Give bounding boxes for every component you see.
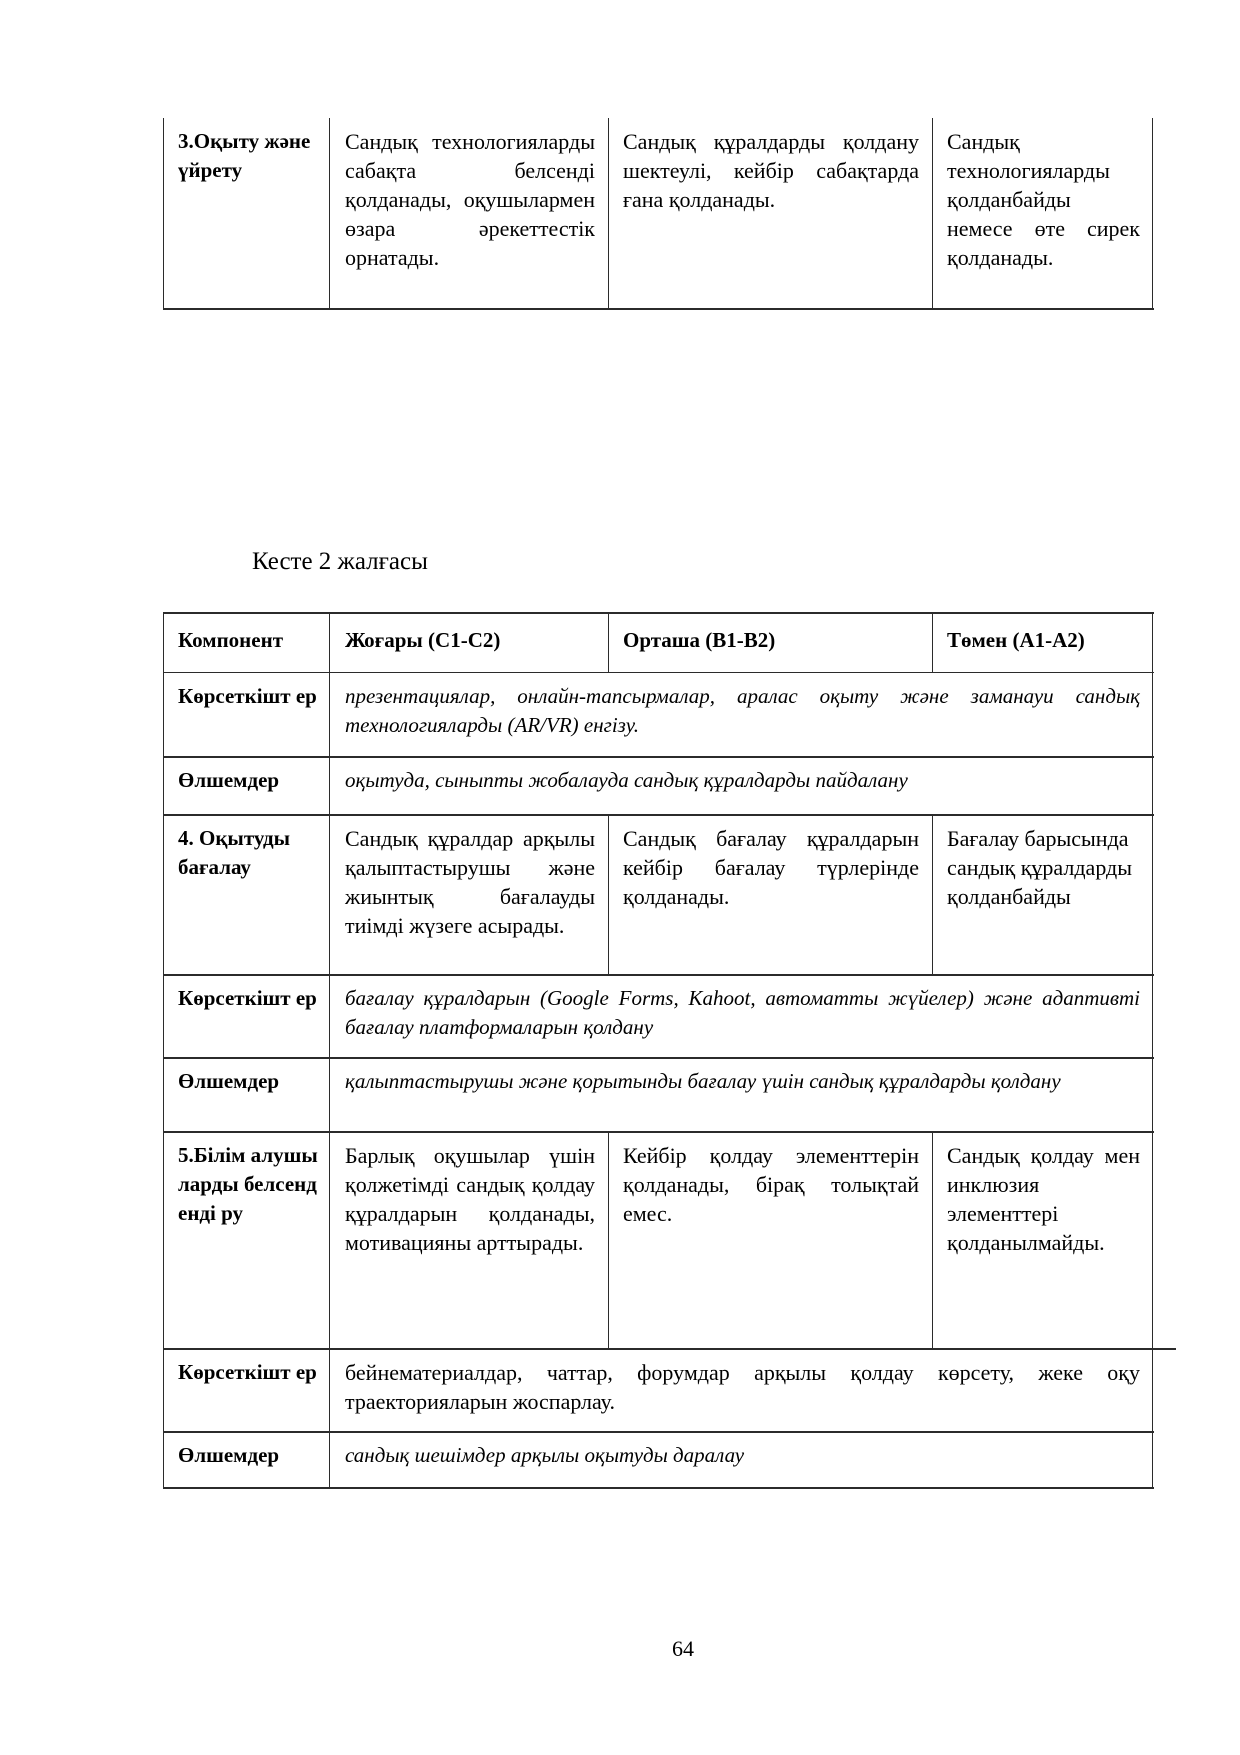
row-divider [163, 814, 1154, 816]
high-level-cell: Сандық технологияларды сабақта белсенді қолданады, оқушылармен өзара әрекеттестік орнатады. [345, 129, 595, 270]
table-border [163, 1487, 1154, 1489]
high-level-cell: Сандық құралдар арқылы қалыптастырушы және жиынтық бағалауды тиімді жүзеге асырады. [345, 826, 595, 938]
column-divider [608, 1131, 609, 1349]
component-cell: 4. Оқытуды бағалау [178, 826, 291, 879]
row-label: Көрсеткішт ер [178, 986, 317, 1010]
column-divider [932, 1131, 933, 1349]
row-label: Өлшемдер [178, 768, 280, 792]
row-text: бейнематериалдар, чаттар, форумдар арқылы қолдау көрсету, жеке оқу траекторияларын жоспарлау. [345, 1360, 1140, 1414]
row-label: Өлшемдер [178, 1069, 280, 1093]
medium-level-cell: Кейбір қолдау элементтерін қолданады, бірақ толықтай емес. [623, 1143, 919, 1226]
table-border [608, 118, 609, 310]
component-cell: 3.Оқыту және үйрету [178, 129, 311, 182]
row-label: Көрсеткішт ер [178, 684, 317, 708]
table-border [163, 308, 1154, 310]
header-medium: Орташа (В1-В2) [623, 628, 776, 652]
table-border [329, 118, 330, 310]
table-border [163, 612, 164, 1489]
row-label: Өлшемдер [178, 1443, 280, 1467]
row-text: оқытуда, сыныпты жобалауда сандық құралдарды пайдалану [345, 768, 908, 792]
row-divider [163, 1057, 1154, 1059]
table-caption: Кесте 2 жалғасы [252, 548, 428, 575]
header-low: Төмен (А1-А2) [947, 628, 1085, 652]
medium-level-cell: Сандық құралдарды қолдану шектеулі, кейбір сабақтарда ғана қолданады. [623, 129, 919, 212]
high-level-cell: Барлық оқушылар үшін қолжетімді сандық қолдау құралдарын қолданады, мотивацияны арттырады. [345, 1143, 595, 1255]
row-text: бағалау құралдарын (Google Forms, Kahoot, автоматты жүйелер) және адаптивті бағалау платформаларын қолдану [345, 986, 1140, 1039]
row-divider [163, 1348, 1176, 1350]
medium-level-cell: Сандық бағалау құралдарын кейбір бағалау түрлерінде қолданады. [623, 826, 919, 909]
row-text: қалыптастырушы және қорытынды бағалау үшін сандық құралдарды қолдану [345, 1069, 1061, 1093]
column-divider [932, 612, 933, 673]
table-border [163, 612, 1154, 614]
table-border [163, 118, 164, 310]
table-border [1152, 612, 1153, 1489]
low-level-cell: Сандық қолдау мен инклюзия элементтері қолданылмайды. [947, 1143, 1140, 1255]
low-level-cell: Бағалау барысында сандық құралдарды қолданбайды [947, 826, 1133, 909]
row-divider [163, 672, 1154, 673]
row-divider [163, 1431, 1154, 1433]
column-divider [608, 612, 609, 673]
column-divider [329, 612, 330, 1489]
row-text: сандық шешімдер арқылы оқытуды даралау [345, 1443, 745, 1467]
header-component: Компонент [178, 628, 284, 652]
row-divider [163, 1131, 1154, 1133]
table-border [1152, 118, 1153, 310]
header-high: Жоғары (С1-С2) [345, 628, 501, 652]
column-divider [932, 814, 933, 975]
column-divider [608, 814, 609, 975]
page-number: 64 [672, 1636, 694, 1661]
component-cell: 5.Білім алушыларды белсенденді ру [178, 1143, 318, 1225]
low-level-cell: Сандық технологияларды қолданбайды немесе өте сирек қолданады. [947, 129, 1140, 270]
row-label: Көрсеткішт ер [178, 1360, 317, 1384]
row-text: презентациялар, онлайн-тапсырмалар, аралас оқыту және заманауи сандық технологияларды (AR/VR) енгізу. [345, 684, 1140, 737]
table-border [932, 118, 933, 310]
row-divider [163, 756, 1154, 758]
row-divider [163, 974, 1154, 976]
